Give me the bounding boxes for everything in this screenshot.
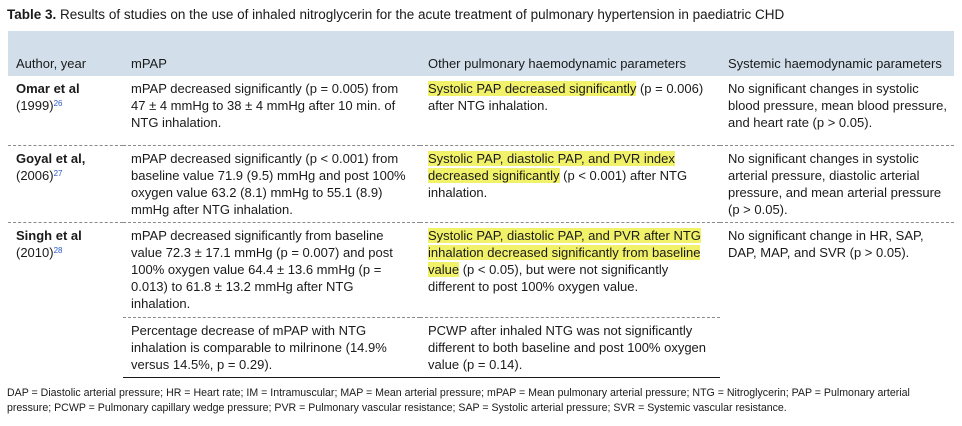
highlighted-finding: Systolic PAP, diastolic PAP, and PVR index decreased significantly: [428, 151, 675, 183]
author-cell: [8, 223, 123, 378]
author-cell: [8, 76, 123, 146]
other-parameters-cell: [420, 146, 720, 223]
mpap-cell: Percentage decrease of mPAP with NTG inhalation is comparable to milrinone (14.9% versus 14.5%, p = 0.29).: [123, 318, 420, 378]
systemic-parameters-cell: No significant changes in systolic blood pressure, mean blood pressure, and heart rate (p > 0.05).: [728, 81, 947, 130]
finding-detail: (p = 0.006) after NTG inhalation.: [428, 81, 704, 113]
table-row: [8, 76, 954, 146]
mpap-cell: mPAP decreased significantly (p < 0.001) from baseline value 71.9 (9.5) mmHg and post 100% oxygen value 63.2 (8.1) mmHg to 55.1 (8.9) mmHg after NTG inhalation.: [123, 146, 420, 223]
highlighted-finding: Systolic PAP, diastolic PAP, and PVR after NTG inhalation decreased significantly from baseline value: [428, 228, 701, 277]
author-cell: [8, 146, 123, 223]
mpap-cell: mPAP decreased significantly (p = 0.005) from 47 ± 4 mmHg to 38 ± 4 mmHg after 10 min. of NTG inhalation.: [131, 81, 399, 130]
author-year: (2010): [16, 245, 54, 260]
table-header-row: [8, 31, 954, 76]
finding-detail: (p < 0.05), but were not significantly different to post 100% oxygen value.: [428, 262, 669, 294]
author-year: (2006): [16, 168, 54, 183]
author-name: Omar et al: [16, 81, 80, 96]
abbreviations-footnote: DAP = Diastolic arterial pressure; HR = Heart rate; IM = Intramuscular; MAP = Mean arterial pressure; mPAP = Mean pulmonary arterial pressure; NTG = Nitroglycerin; PAP = Pulmonary arterial pressure; PCWP = Pulmonary capillary wedge pressure; PVR = Pulmonary vascular resistance; SAP = Systolic arterial pressure; SVR = Systemic vascular resistance.: [7, 387, 910, 414]
mpap-cell: mPAP decreased significantly from baseline value 72.3 ± 17.1 mmHg (p = 0.007) and post 100% oxygen value 64.4 ± 13.6 mmHg (p = 0.013) to 61.8 ± 13.2 mmHg after NTG inhalation.: [123, 223, 420, 318]
results-table: [8, 31, 954, 378]
author-name: Goyal et al,: [16, 151, 86, 166]
systemic-parameters-cell: No significant change in HR, SAP, DAP, MAP, and SVR (p > 0.05).: [720, 223, 954, 378]
other-parameters-cell: PCWP after inhaled NTG was not significantly different to both baseline and post 100% oxygen value (p = 0.14).: [420, 318, 720, 378]
reference-link[interactable]: 28: [53, 246, 63, 255]
reference-link[interactable]: 26: [53, 99, 63, 108]
table-label: Table 3.: [7, 7, 57, 22]
header-mpap: mPAP: [131, 56, 167, 71]
table-caption: [7, 6, 784, 24]
reference-link[interactable]: 27: [53, 169, 63, 178]
table-row: [8, 146, 954, 223]
systemic-parameters-cell: No significant changes in systolic arterial pressure, diastolic arterial pressure, and mean arterial pressure (p > 0.05).: [720, 146, 954, 223]
header-other-parameters: Other pulmonary haemodynamic parameters: [428, 56, 686, 71]
table-title: Results of studies on the use of inhaled nitroglycerin for the acute treatment of pulmonary hypertension in paediatric CHD: [60, 7, 785, 22]
header-author-year: Author, year: [16, 56, 87, 71]
highlighted-finding: Systolic PAP decreased significantly: [428, 81, 637, 96]
author-name: Singh et al: [16, 228, 82, 243]
table-row: [8, 223, 954, 318]
other-parameters-cell: [420, 223, 720, 318]
other-parameters-cell: [420, 76, 720, 146]
header-systemic-parameters: Systemic haemodynamic parameters: [728, 56, 942, 71]
finding-detail: (p < 0.001) after NTG inhalation.: [428, 168, 688, 200]
author-year: (1999): [16, 98, 54, 113]
